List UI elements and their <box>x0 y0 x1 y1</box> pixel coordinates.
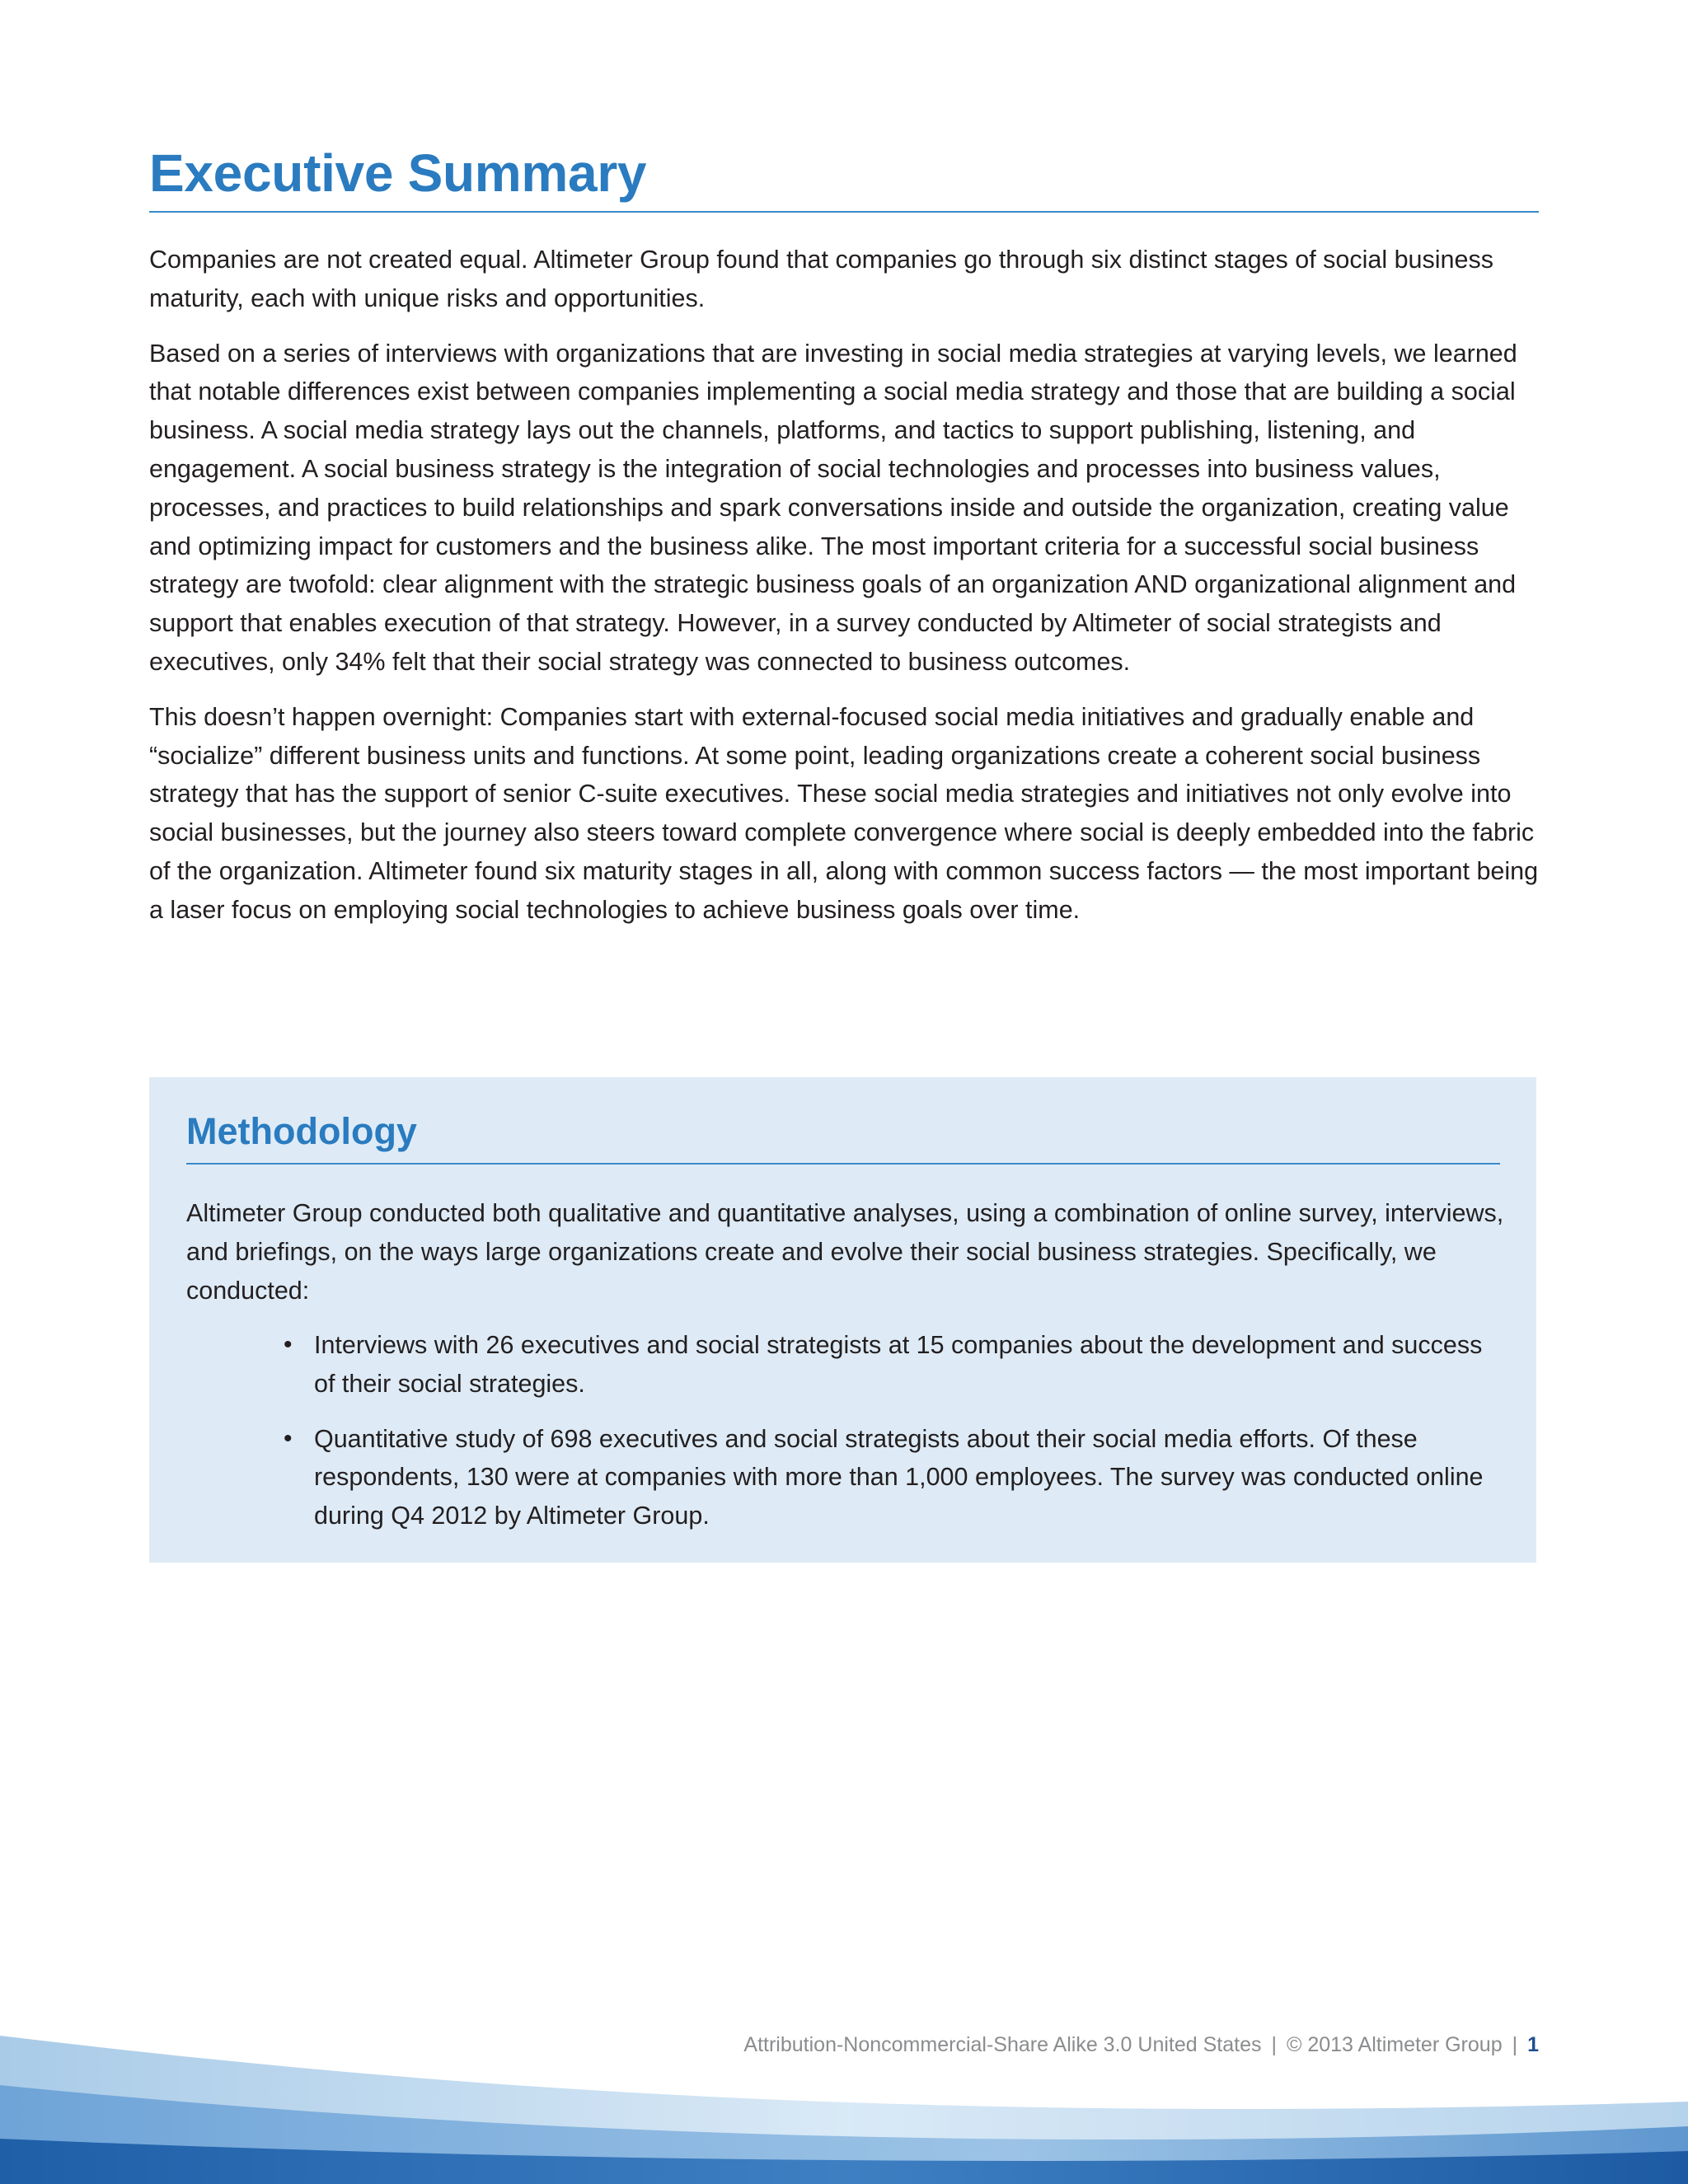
list-item-text: Interviews with 26 executives and social strategists at 15 companies about the development and success of their social strategies. <box>314 1331 1483 1398</box>
footer-license: Attribution-Noncommercial-Share Alike 3.0 United States <box>743 2033 1262 2056</box>
list-item <box>284 1326 1484 1404</box>
footer <box>743 2032 1539 2058</box>
list-item <box>284 1420 1484 1535</box>
methodology-title: Methodology <box>186 1110 417 1152</box>
page-title: Executive Summary <box>149 143 647 203</box>
paragraph: Companies are not created equal. Altimeter Group found that companies go through six distinct stages of social business maturity, each with unique risks and opportunities. <box>149 246 1493 312</box>
body-text <box>149 241 1550 946</box>
methodology-divider <box>186 1163 1500 1165</box>
list-item-text: Quantitative study of 698 executives and social strategists about their social media efforts. Of these respondents, 130 were at companies with more than 1,000 employees. The survey was conducted online during Q4 2012 by Altimeter Group. <box>314 1424 1484 1530</box>
bullet-icon: • <box>284 1331 293 1358</box>
page-number: 1 <box>1527 2033 1539 2056</box>
methodology-box <box>149 1077 1536 1563</box>
footer-copyright: © 2013 Altimeter Group <box>1286 2033 1503 2056</box>
title-divider <box>149 211 1539 213</box>
footer-separator: | <box>1271 2033 1277 2056</box>
paragraph: Based on a series of interviews with organizations that are investing in social media strategies at varying levels, we learned that notable differences exist between companies implementing a social media strategy and those that are building a social business. A social media strategy lays out the channels, platforms, and tactics to support publishing, listening, and engagement. A social business strategy is the integration of social technologies and processes into business values, processes, and practices to build relationships and spark conversations inside and outside the organization, creating value and optimizing impact for customers and the business alike. The most important criteria for a successful social business strategy are twofold: clear alignment with the strategic business goals of an organization AND organizational alignment and support that enables execution of that strategy. However, in a survey conducted by Altimeter of social strategists and executives, only 34% felt that their social strategy was connected to business outcomes. <box>149 339 1517 676</box>
footer-separator: | <box>1512 2033 1518 2056</box>
methodology-intro: Altimeter Group conducted both qualitative and quantitative analyses, using a combination of online survey, interviews, and briefings, on the ways large organizations create and evolve their social business strategies. Specifically, we conducted: <box>186 1199 1504 1305</box>
methodology-list <box>284 1326 1484 1552</box>
bullet-icon: • <box>284 1424 293 1452</box>
paragraph: This doesn’t happen overnight: Companies start with external-focused social media initiatives and gradually enable and “socialize” different business units and functions. At some point, leading organizations create a coherent social business strategy that has the support of senior C-suite executives. These social media strategies and initiatives not only evolve into social businesses, but the journey also steers toward complete convergence where social is deeply embedded into the fabric of the organization. Altimeter found six maturity stages in all, along with common success factors — the most important being a laser focus on employing social technologies to achieve business goals over time. <box>149 702 1539 924</box>
